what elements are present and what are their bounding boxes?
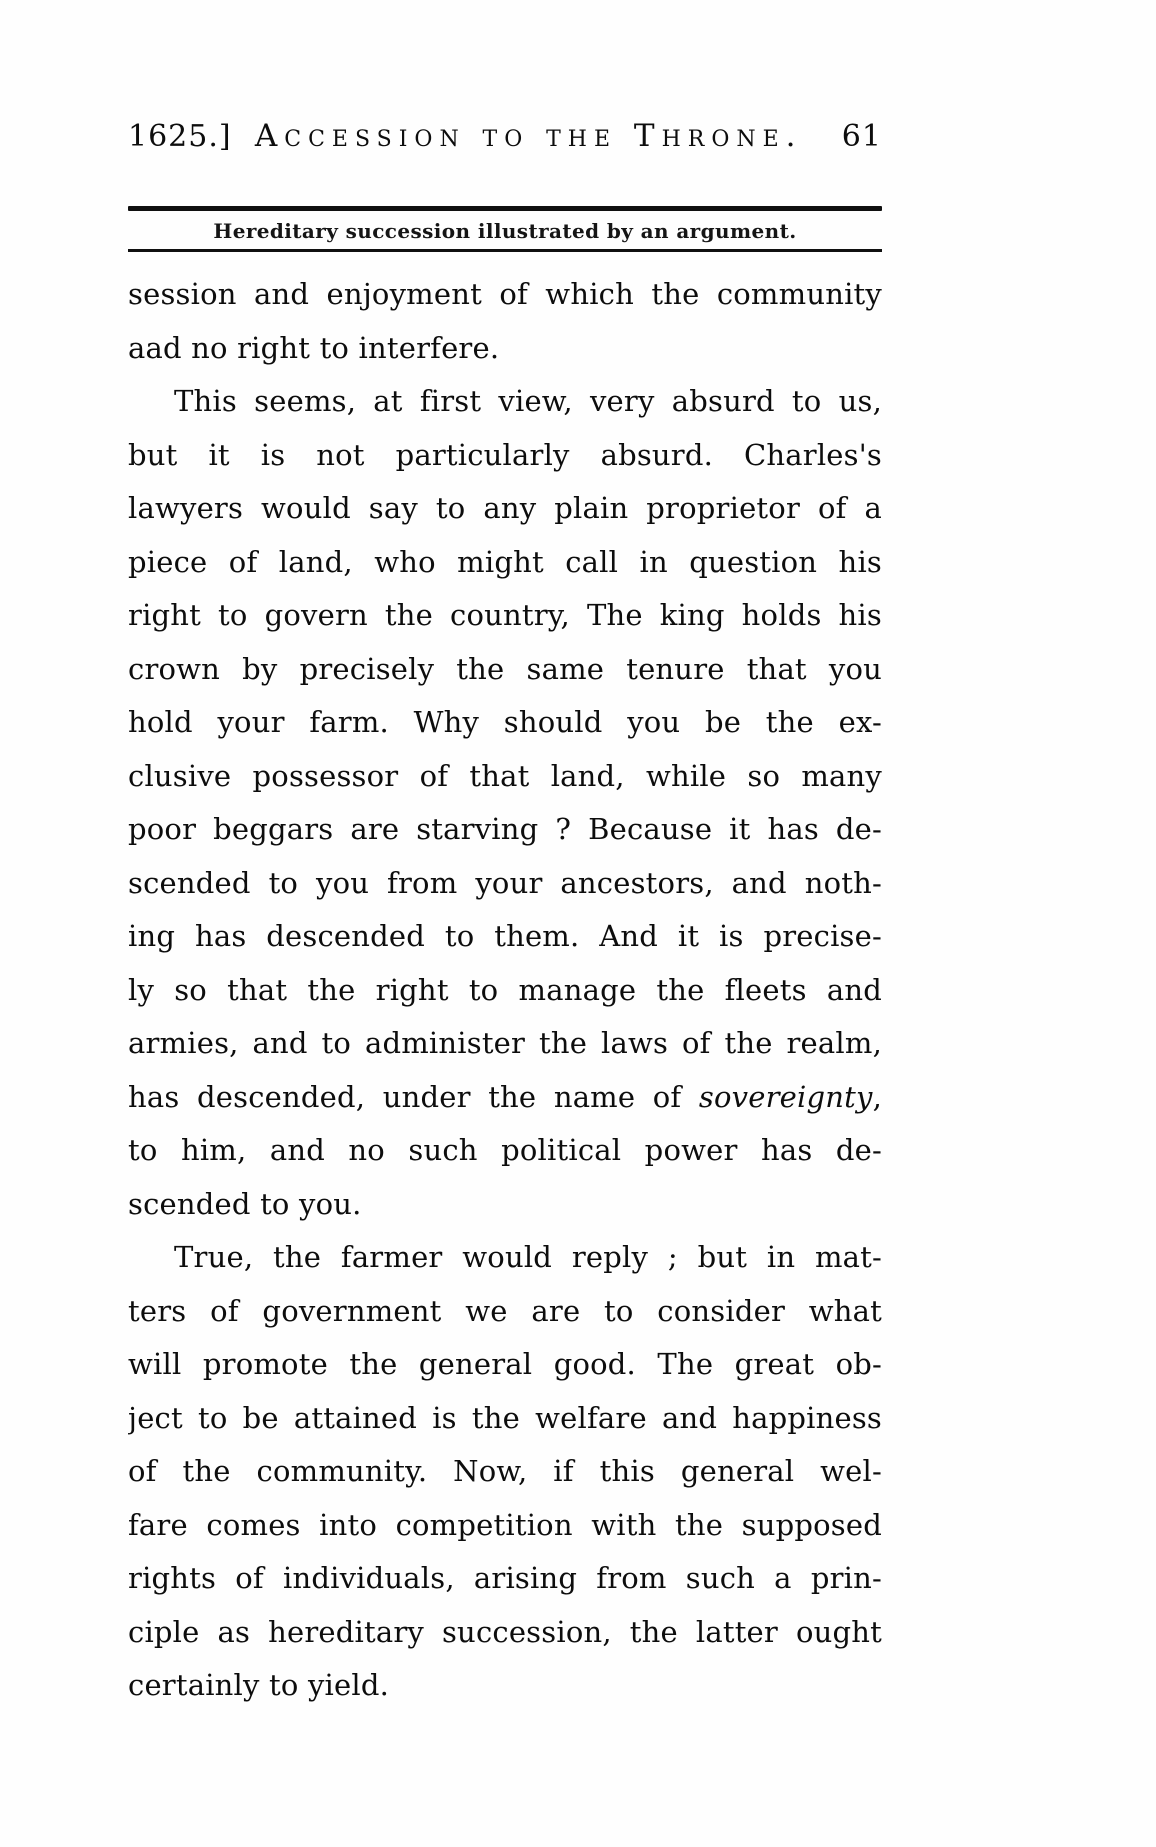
- text-line: to him, and no such political power has de-: [128, 1133, 882, 1167]
- text-line: True, the farmer would reply ; but in mat-: [174, 1240, 882, 1274]
- text-line: of the community. Now, if this general wel-: [128, 1454, 882, 1488]
- text-line: fare comes into competition with the supposed: [128, 1507, 882, 1542]
- body-text: [128, 268, 882, 1713]
- text-line: crown by precisely the same tenure that you: [128, 651, 882, 686]
- text-line: This seems, at first view, very absurd to us,: [174, 384, 882, 418]
- section-heading: Hereditary succession illustrated by an argument.: [213, 219, 797, 243]
- text-line: armies, and to administer the laws of the realm,: [128, 1026, 882, 1060]
- text-line: piece of land, who might call in question his: [128, 544, 882, 579]
- text-line: ject to be attained is the welfare and happiness: [128, 1400, 882, 1435]
- header-year: 1625.]: [128, 119, 232, 154]
- text-block: [128, 118, 882, 1713]
- text-segment: has descended, under the name of: [128, 1079, 699, 1114]
- text-line: ly so that the right to manage the fleets and: [128, 972, 882, 1007]
- text-line: but it is not particularly absurd. Charles's: [128, 437, 882, 472]
- header-rule-bottom: [128, 249, 882, 252]
- page-number: 61: [841, 119, 882, 154]
- text-line: scended to you from your ancestors, and noth-: [128, 865, 882, 900]
- header-title: Accession to the Throne.: [254, 118, 803, 154]
- text-line: clusive possessor of that land, while so many: [128, 758, 882, 793]
- text-line: right to govern the country, The king holds his: [128, 598, 882, 632]
- text-line: hold your farm. Why should you be the ex-: [128, 705, 882, 739]
- text-line: scended to you.: [128, 1186, 362, 1221]
- running-header: [128, 118, 882, 180]
- text-line: ing has descended to them. And it is precise-: [128, 919, 882, 953]
- text-segment: ,: [872, 1079, 882, 1114]
- text-line-with-italic: [128, 1071, 882, 1125]
- text-line: poor beggars are starving ? Because it has de-: [128, 812, 882, 846]
- text-line: session and enjoyment of which the community: [128, 277, 882, 311]
- text-line: rights of individuals, arising from such a prin-: [128, 1561, 882, 1595]
- text-line: certainly to yield.: [128, 1668, 390, 1702]
- text-line: will promote the general good. The great ob-: [128, 1347, 882, 1381]
- text-line: ciple as hereditary succession, the latter ought: [128, 1614, 882, 1649]
- italic-word-sovereignty: sovereignty: [698, 1079, 873, 1114]
- text-line: ters of government we are to consider what: [128, 1293, 882, 1328]
- text-line: lawyers would say to any plain proprietor of a: [128, 491, 882, 525]
- text-line: aad no right to interfere.: [128, 330, 500, 365]
